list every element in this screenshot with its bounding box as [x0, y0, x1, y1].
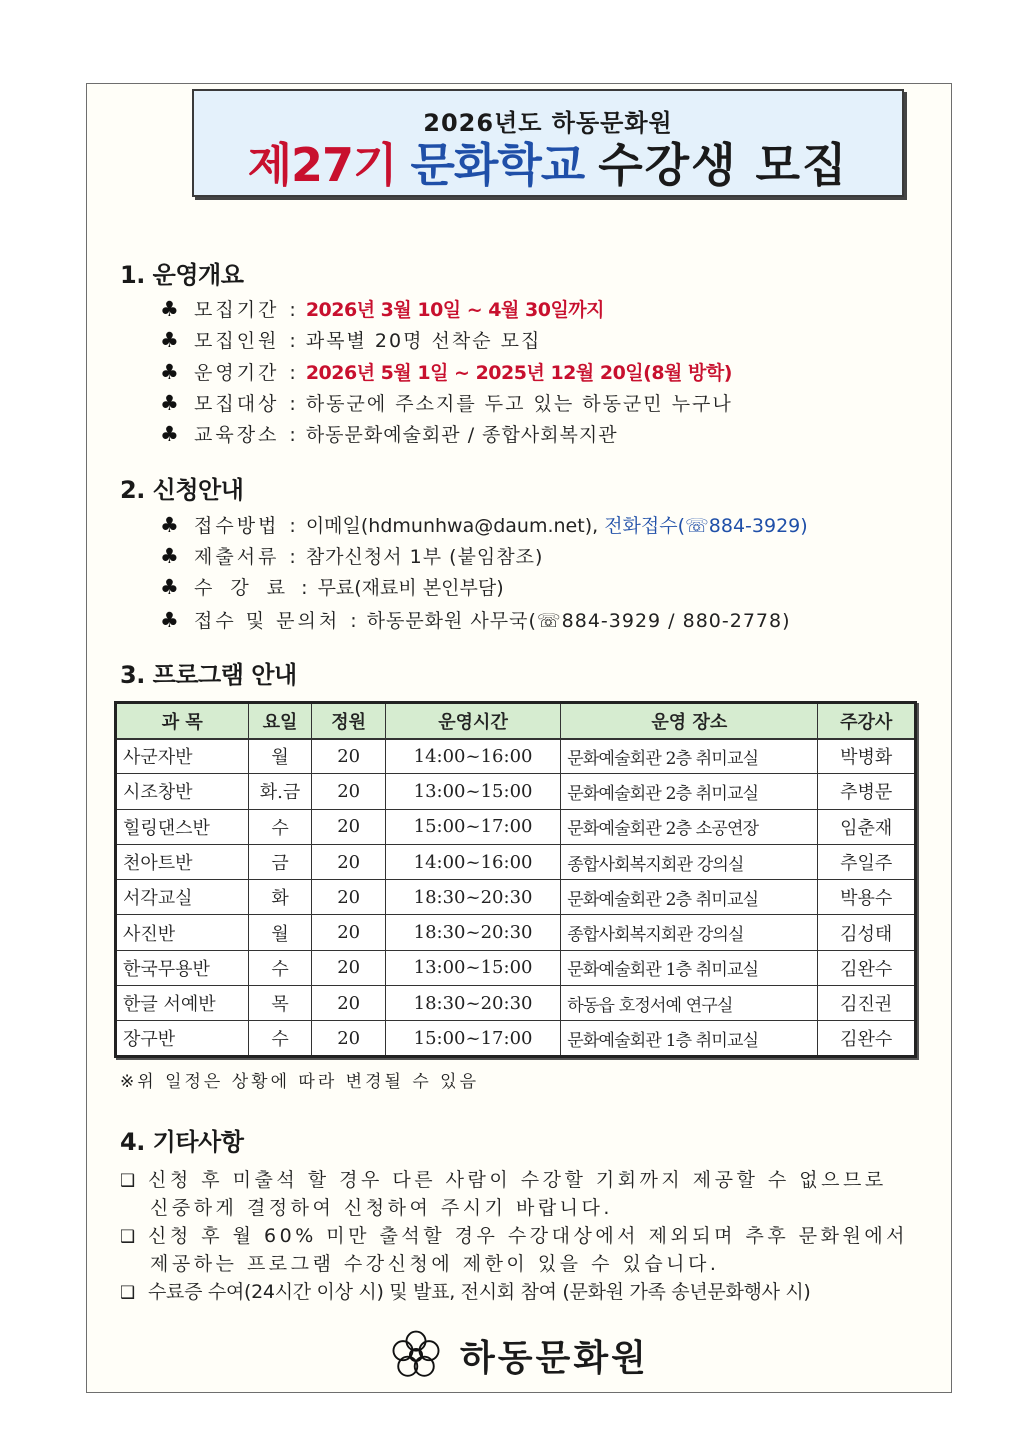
cell-capacity: 20 — [312, 1021, 385, 1056]
cell-time: 14:00~16:00 — [385, 844, 560, 879]
col-header-day: 요일 — [248, 703, 312, 739]
misc-item — [120, 1221, 908, 1252]
item-value: 하동문화원 사무국(☏884-3929 / 880-2778) — [366, 610, 791, 632]
cell-instructor: 임춘재 — [818, 809, 916, 844]
item-value: 무료(재료비 본인부담) — [317, 577, 504, 599]
title-term: 제27기 — [247, 138, 397, 192]
cell-place: 종합사회복지회관 강의실 — [561, 844, 818, 879]
cell-time: 15:00~17:00 — [385, 809, 560, 844]
cell-subject: 한국무용반 — [116, 950, 249, 985]
cell-day: 수 — [248, 809, 312, 844]
overview-item: ♣ 모집대상 : 하동군에 주소지를 두고 있는 하동군민 누구나 — [160, 388, 733, 418]
cell-place: 문화예술회관 1층 취미교실 — [561, 1021, 818, 1056]
cell-day: 화 — [248, 880, 312, 915]
checkbox-bullet-icon: ❑ — [120, 1283, 135, 1303]
cell-day: 금 — [248, 844, 312, 879]
misc-text: 수료증 수여(24시간 이상 시) 및 발표, 전시회 참여 (문화원 가족 송년문화행사 시) — [148, 1281, 811, 1303]
item-label: 운영기간 — [194, 362, 280, 384]
cell-place: 문화예술회관 2층 취미교실 — [561, 739, 818, 774]
cell-capacity: 20 — [312, 950, 385, 985]
col-header-capacity: 정원 — [312, 703, 385, 739]
cell-subject: 힐링댄스반 — [116, 809, 249, 844]
cell-instructor: 박병화 — [818, 739, 916, 774]
section-heading-overview: 1. 운영개요 — [120, 261, 244, 289]
cell-instructor: 추병문 — [818, 774, 916, 809]
col-header-time: 운영시간 — [385, 703, 560, 739]
title-subtitle: 2026년도 하동문화원 — [423, 109, 673, 137]
table-row — [116, 986, 916, 1021]
overview-item: ♣ 모집기간 : 2026년 3월 10일 ~ 4월 30일까지 — [160, 294, 604, 324]
cell-instructor: 김진권 — [818, 986, 916, 1021]
cell-place: 문화예술회관 2층 취미교실 — [561, 774, 818, 809]
item-label: 교육장소 — [194, 424, 280, 446]
cell-capacity: 20 — [312, 774, 385, 809]
cell-subject: 사진반 — [116, 915, 249, 950]
item-label: 모집인원 — [194, 330, 280, 352]
title-recruit: 수강생 모집 — [598, 138, 849, 192]
cell-subject: 시조창반 — [116, 774, 249, 809]
application-item: ♣ 접수 및 문의처 : 하동문화원 사무국(☏884-3929 / 880-2778) — [160, 605, 791, 635]
cell-place: 문화예술회관 2층 취미교실 — [561, 880, 818, 915]
program-table — [114, 701, 917, 1058]
cell-capacity: 20 — [312, 880, 385, 915]
cell-instructor: 추일주 — [818, 844, 916, 879]
item-value: 2026년 5월 1일 ~ 2025년 12월 20일(8월 방학) — [305, 362, 732, 384]
cell-instructor: 김성태 — [818, 915, 916, 950]
cell-time: 18:30~20:30 — [385, 986, 560, 1021]
table-row — [116, 880, 916, 915]
item-label: 모집기간 — [194, 299, 280, 321]
cell-subject: 서각교실 — [116, 880, 249, 915]
item-value: 하동문화예술회관 / 종합사회복지관 — [305, 424, 618, 446]
cell-place: 하동읍 호정서예 연구실 — [561, 986, 818, 1021]
item-label: 접수방법 — [194, 515, 280, 537]
cell-capacity: 20 — [312, 986, 385, 1021]
cell-day: 수 — [248, 950, 312, 985]
club-bullet-icon: ♣ — [160, 575, 179, 599]
misc-text: 신청 후 월 60% 미만 출석할 경우 수강대상에서 제외되며 추후 문화원에서 — [148, 1225, 909, 1247]
misc-item — [120, 1277, 811, 1308]
cell-time: 18:30~20:30 — [385, 880, 560, 915]
overview-item: ♣ 모집인원 : 과목별 20명 선착순 모집 — [160, 325, 541, 355]
club-bullet-icon: ♣ — [160, 544, 179, 568]
title-school: 문화학교 — [410, 138, 585, 192]
schedule-note: ※위 일정은 상황에 따라 변경될 수 있음 — [120, 1072, 479, 1092]
misc-item-continued: 제공하는 프로그램 수강신청에 제한이 있을 수 있습니다. — [150, 1253, 720, 1275]
cell-subject: 사군자반 — [116, 739, 249, 774]
table-row — [116, 739, 916, 774]
cell-capacity: 20 — [312, 915, 385, 950]
table-row — [116, 950, 916, 985]
section-heading-application: 2. 신청안내 — [120, 476, 244, 504]
cell-capacity: 20 — [312, 739, 385, 774]
cell-subject: 장구반 — [116, 1021, 249, 1056]
cell-instructor: 김완수 — [818, 950, 916, 985]
col-header-place: 운영 장소 — [561, 703, 818, 739]
item-value: 참가신청서 1부 (붙임참조) — [305, 546, 544, 568]
cell-time: 18:30~20:30 — [385, 915, 560, 950]
col-header-subject: 과 목 — [116, 703, 249, 739]
cell-place: 문화예술회관 2층 소공연장 — [561, 809, 818, 844]
application-item: ♣ 수 강 료 : 무료(재료비 본인부담) — [160, 572, 504, 602]
cell-day: 목 — [248, 986, 312, 1021]
club-bullet-icon: ♣ — [160, 422, 179, 446]
organization-name: 하동문화원 — [460, 1337, 649, 1379]
club-bullet-icon: ♣ — [160, 360, 179, 384]
item-value: 하동군에 주소지를 두고 있는 하동군민 누구나 — [305, 393, 733, 415]
table-header-row — [116, 703, 916, 739]
cell-day: 화.금 — [248, 774, 312, 809]
club-bullet-icon: ♣ — [160, 608, 179, 632]
item-label: 모집대상 — [194, 393, 280, 415]
table-row — [116, 809, 916, 844]
application-item: ♣ 제출서류 : 참가신청서 1부 (붙임참조) — [160, 541, 543, 571]
cell-place: 종합사회복지회관 강의실 — [561, 915, 818, 950]
checkbox-bullet-icon: ❑ — [120, 1171, 139, 1191]
cell-time: 13:00~15:00 — [385, 774, 560, 809]
col-header-instructor: 주강사 — [818, 703, 916, 739]
cell-instructor: 박용수 — [818, 880, 916, 915]
footer-organization — [390, 1325, 690, 1385]
cell-capacity: 20 — [312, 844, 385, 879]
cell-time: 14:00~16:00 — [385, 739, 560, 774]
phone-contact: 전화접수(☏884-3929) — [604, 515, 808, 537]
item-label: 수 강 료 — [194, 577, 292, 599]
section-heading-misc: 4. 기타사항 — [120, 1128, 244, 1156]
cell-subject: 한글 서예반 — [116, 986, 249, 1021]
misc-text: 신청 후 미출석 할 경우 다른 사람이 수강할 기회까지 제공할 수 없으므로 — [148, 1169, 887, 1191]
cell-time: 13:00~15:00 — [385, 950, 560, 985]
item-value: 과목별 20명 선착순 모집 — [305, 330, 542, 352]
table-row — [116, 1021, 916, 1056]
checkbox-bullet-icon: ❑ — [120, 1227, 139, 1247]
club-bullet-icon: ♣ — [160, 391, 179, 415]
overview-item: ♣ 교육장소 : 하동문화예술회관 / 종합사회복지관 — [160, 419, 618, 449]
club-bullet-icon: ♣ — [160, 328, 179, 352]
title-banner — [192, 89, 904, 197]
application-item: ♣ 접수방법 : 이메일(hdmunhwa@daum.net), 전화접수(☏884-3929) — [160, 510, 808, 540]
item-label: 제출서류 — [194, 546, 280, 568]
flower-emblem-icon — [390, 1329, 442, 1381]
cell-day: 수 — [248, 1021, 312, 1056]
cell-instructor: 김완수 — [818, 1021, 916, 1056]
table-row — [116, 915, 916, 950]
cell-subject: 천아트반 — [116, 844, 249, 879]
cell-time: 15:00~17:00 — [385, 1021, 560, 1056]
misc-item — [120, 1165, 887, 1196]
item-value: 2026년 3월 10일 ~ 4월 30일까지 — [305, 299, 605, 321]
section-heading-programs: 3. 프로그램 안내 — [120, 661, 297, 689]
page-title — [194, 137, 902, 193]
item-label: 접수 및 문의처 — [194, 610, 341, 632]
club-bullet-icon: ♣ — [160, 513, 179, 537]
club-bullet-icon: ♣ — [160, 297, 179, 321]
cell-capacity: 20 — [312, 809, 385, 844]
cell-day: 월 — [248, 915, 312, 950]
misc-item-continued: 신중하게 결정하여 신청하여 주시기 바랍니다. — [150, 1197, 613, 1219]
email-contact: 이메일(hdmunhwa@daum.net), — [305, 515, 599, 537]
table-row — [116, 844, 916, 879]
cell-place: 문화예술회관 1층 취미교실 — [561, 950, 818, 985]
table-row — [116, 774, 916, 809]
cell-day: 월 — [248, 739, 312, 774]
overview-item: ♣ 운영기간 : 2026년 5월 1일 ~ 2025년 12월 20일(8월 방학) — [160, 357, 732, 387]
